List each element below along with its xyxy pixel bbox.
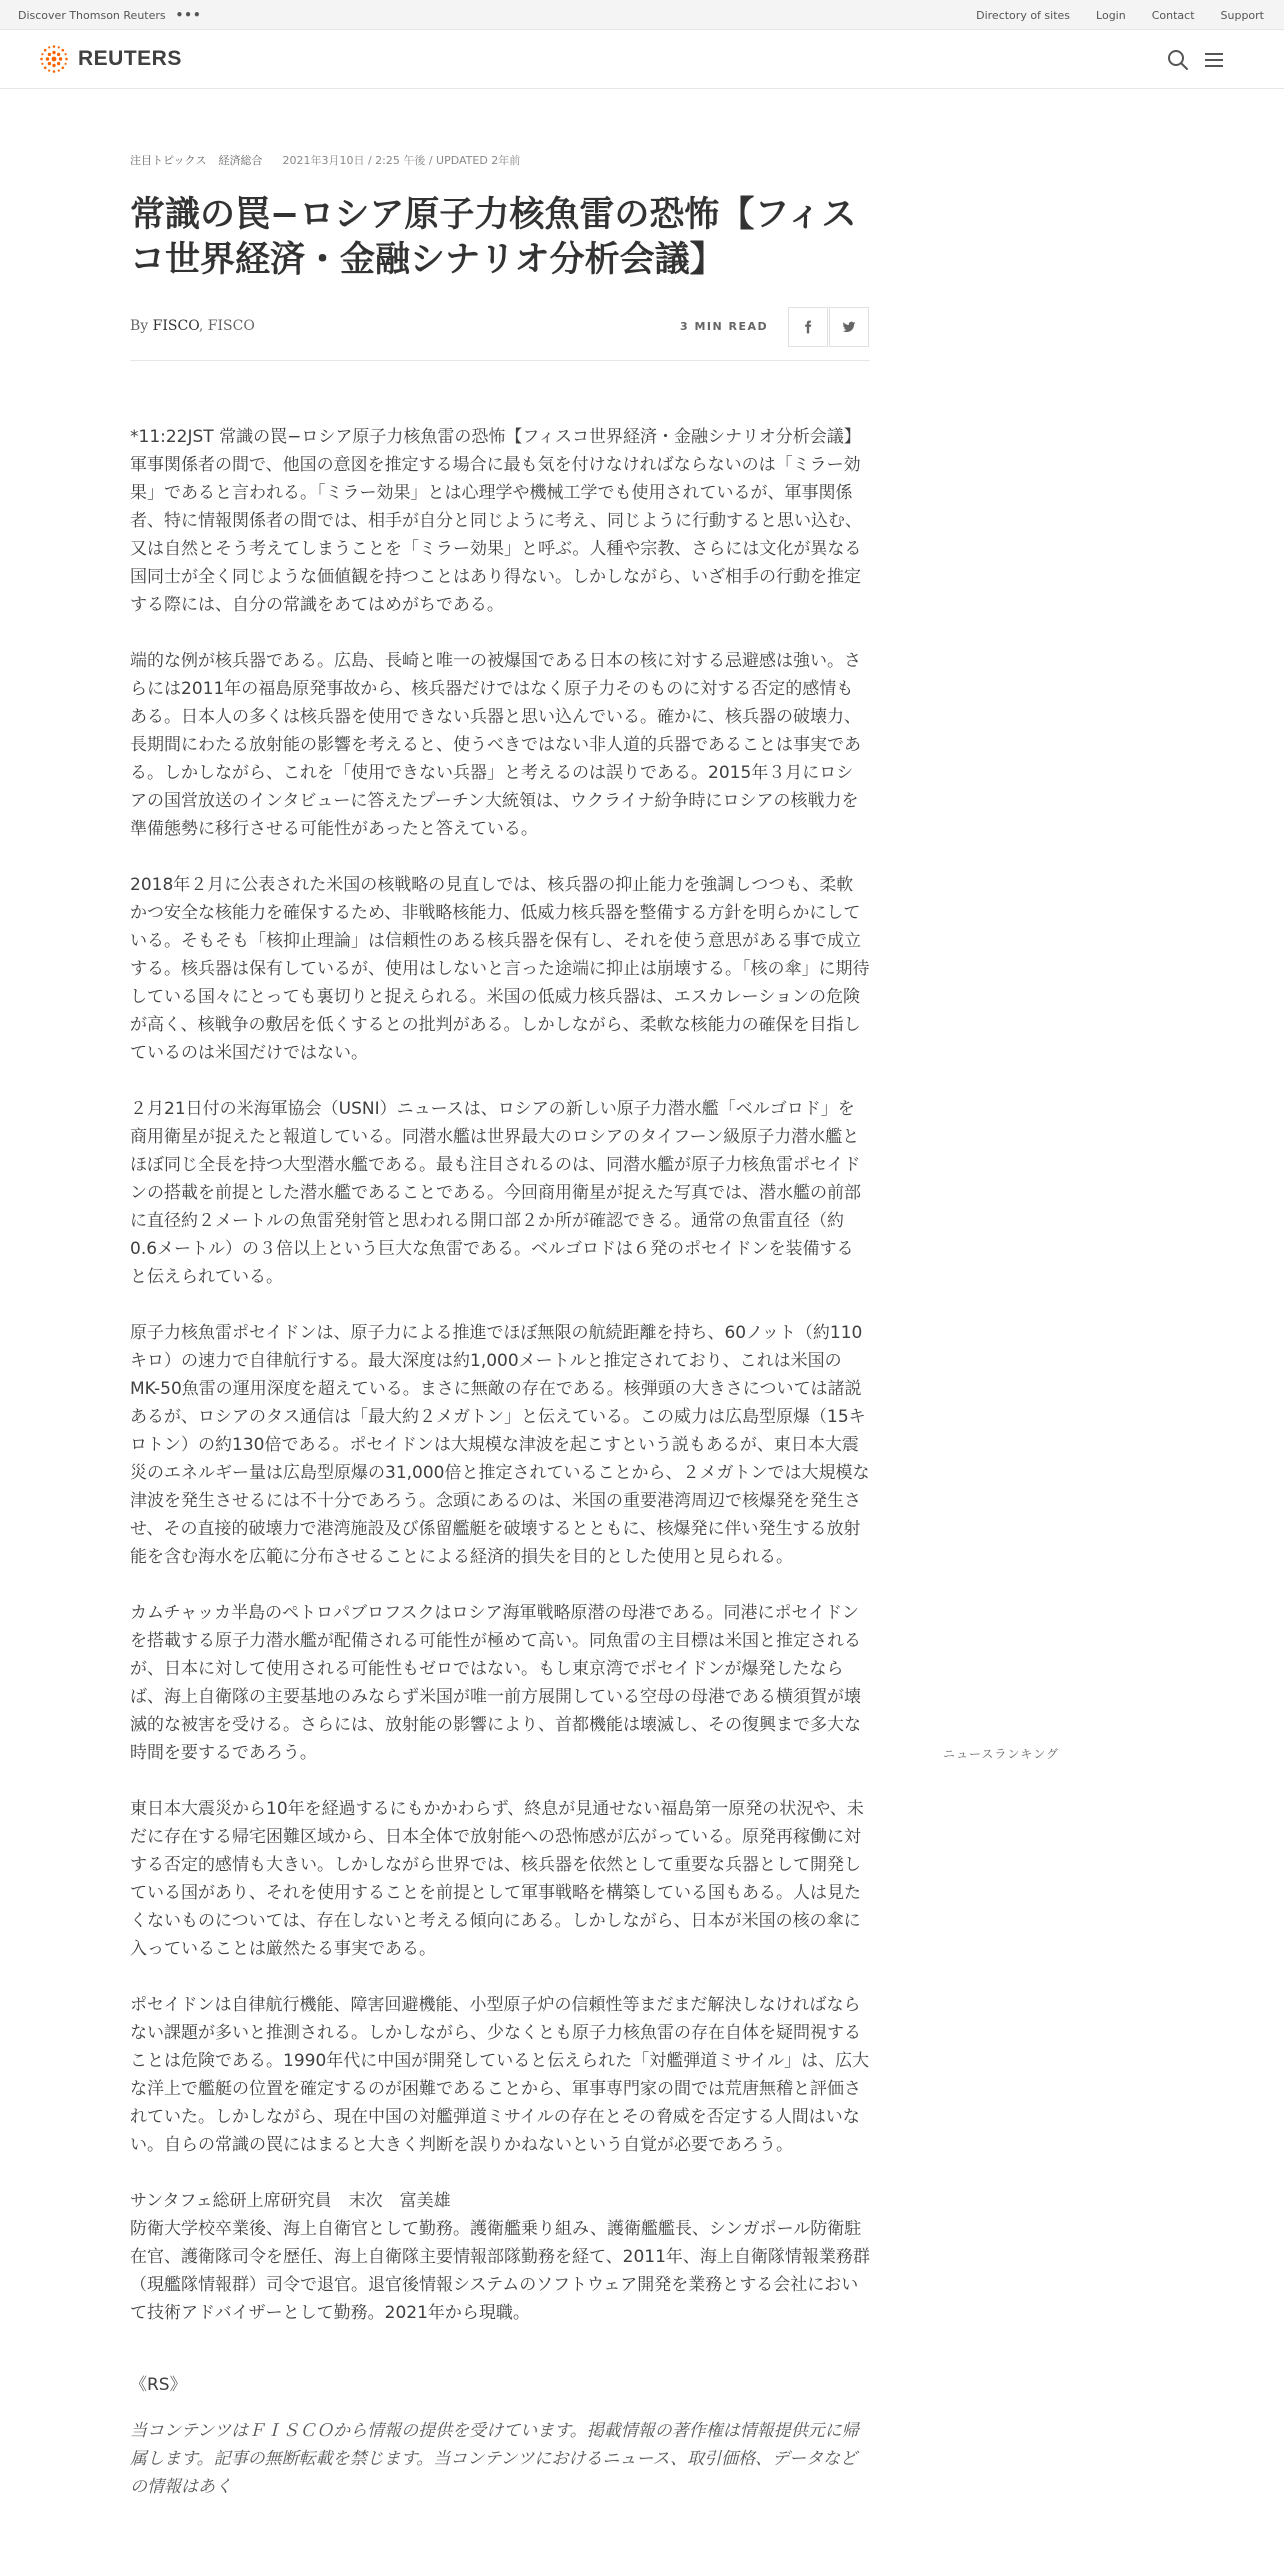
article-paragraph: ２月21日付の米海軍協会（USNI）ニュースは、ロシアの新しい原子力潜水艦「ベルゴロド」を商用衛星が捉えたと報道している。同潜水艦は世界最大のロシアのタイフーン級原子力潜水艦とほぼ同じ全長を持つ大型潜水艦である。最も注目されるのは、同潜水艦が原子力核魚雷ポセイドンの搭載を前提とした潜水艦であることである。今回商用衛星が捉えた写真では、潜水艦の前部に直径約２メートルの魚雷発射管と思われる開口部２か所が確認できる。通常の魚雷直径（約0.6メートル）の３倍以上という巨大な魚雷である。ベルゴロドは６発のポセイドンを装備すると伝えられている。 (130, 1099, 861, 1287)
author-link-secondary[interactable]: FISCO (207, 318, 255, 334)
twitter-icon (842, 320, 856, 334)
article-date: 2021年3月10日 / 2:25 午後 / UPDATED 2年前 (282, 154, 521, 167)
byline-divider (130, 360, 870, 361)
article-title: 常識の罠−ロシア原子力核魚雷の恐怖【フィスコ世界経済・金融シナリオ分析会議】 (130, 195, 857, 280)
twitter-share-button[interactable] (829, 307, 869, 347)
facebook-share-button[interactable] (788, 307, 828, 347)
utility-bar-left (18, 0, 202, 30)
reuters-logo[interactable] (38, 43, 182, 75)
byline: By FISCO, FISCO (130, 318, 255, 334)
article-paragraph: 2018年２月に公表された米国の核戦略の見直しでは、核兵器の抑止能力を強調しつつも、柔軟かつ安全な核能力を確保するため、非戦略核能力、低威力核兵器を整備する方針を明らかにしている。そもそも「核抑止理論」は信頼性のある核兵器を保有し、それを使う意思がある事で成立する。核兵器は保有しているが、使用はしないと言った途端に抑止は崩壊する。「核の傘」に期待している国々にとっても裏切りと捉えられる。米国の低威力核兵器は、エスカレーションの危険が高く、核戦争の敷居を低くするとの批判がある。しかしながら、柔軟な核能力の確保を目指しているのは米国だけではない。 (130, 875, 870, 1063)
read-time: 3 MIN READ (680, 320, 769, 333)
article-body (130, 423, 870, 2529)
byline-by: By (130, 318, 149, 334)
directory-of-sites-link[interactable]: Directory of sites (976, 8, 1071, 22)
article-paragraph: 原子力核魚雷ポセイドンは、原子力による推進でほぼ無限の航続距離を持ち、60ノット（約110キロ）の速力で自律航行する。最大深度は約1,000メートルと推定されており、これは米国のMK-50魚雷の運用深度を超えている。まさに無敵の存在である。核弾頭の大きさについては諸説あるが、ロシアのタス通信は「最大約２メガトン」と伝えている。この威力は広島型原爆（15キロトン）の約130倍である。ポセイドンは大規模な津波を起こすという説もあるが、東日本大震災のエネルギー量は広島型原爆の31,000倍と推定されていることから、２メガトンでは大規模な津波を発生させるには不十分であろう。念頭にあるのは、米国の重要港湾周辺で核爆発を発生させ、その直接的破壊力で港湾施設及び係留艦艇を破壊するとともに、核爆発に伴い発生する放射能を含む海水を広範に分布させることによる経済的損失を目的とした使用と見られる。 (130, 1323, 870, 1567)
news-ranking-heading: ニュースランキング (943, 1747, 1060, 1761)
menu-icon[interactable] (1202, 48, 1226, 72)
article-paragraph: ポセイドンは自律航行機能、障害回避機能、小型原子炉の信頼性等まだまだ解決しなければならない課題が多いと推測される。しかしながら、少なくとも原子力核魚雷の存在自体を疑問視することは危険である。1990年代に中国が開発していると伝えられた「対艦弾道ミサイル」は、広大な洋上で艦艇の位置を確定するのが困難であることから、軍事専門家の間では荒唐無稽と評価されていた。しかしながら、現在中国の対艦弾道ミサイルの存在とその脅威を否定する人間はいない。自らの常識の罠にはまると大きく判断を誤りかねないという自覚が必要であろう。 (130, 1995, 870, 2155)
article-meta (130, 152, 520, 168)
article-sign: 《RS》 (130, 2375, 187, 2395)
login-link[interactable]: Login (1096, 8, 1126, 22)
topic-link-economy[interactable]: 経済総合 (218, 154, 263, 167)
utility-bar (0, 0, 1284, 30)
reuters-logo-icon (38, 43, 70, 75)
article-paragraph: *11:22JST 常識の罠−ロシア原子力核魚雷の恐怖【フィスコ世界経済・金融シナリオ分析会議】 軍事関係者の間で、他国の意図を推定する場合に最も気を付けなければならないのは「ミラー効果」であると言われる。「ミラー効果」とは心理学や機械工学でも使用されているが、軍事関係者、特に情報関係者の間では、相手が自分と同じように考え、同じように行動すると思い込む、又は自然とそう考えてしまうことを「ミラー効果」と呼ぶ。人種や宗教、さらには文化が異なる国同士が全く同じような価値観を持つことはあり得ない。しかしながら、いざ相手の行動を推定する際には、自分の常識をあてはめがちである。 (130, 427, 863, 615)
facebook-icon (801, 320, 815, 334)
discover-link[interactable]: Discover Thomson Reuters (18, 8, 166, 22)
site-header (0, 30, 1284, 89)
support-link[interactable]: Support (1220, 8, 1264, 22)
author-link[interactable]: FISCO (152, 318, 199, 334)
topic-link-featured[interactable]: 注目トピックス (130, 154, 207, 167)
logo-wordmark: REUTERS (78, 47, 182, 70)
more-options-icon[interactable]: ••• (175, 8, 202, 22)
utility-links (950, 0, 1264, 30)
content-disclaimer: 当コンテンツはＦＩＳＣＯから情報の提供を受けています。掲載情報の著作権は情報提供元に帰属します。記事の無断転載を禁じます。当コンテンツにおけるニュース、取引価格、データなどの情報はあく (130, 2421, 859, 2497)
search-icon[interactable] (1166, 48, 1190, 72)
article-paragraph: 東日本大震災から10年を経過するにもかかわらず、終息が見通せない福島第一原発の状況や、未だに存在する帰宅困難区域から、日本全体で放射能への恐怖感が広がっている。原発再稼働に対する否定的感情も大きい。しかしながら世界では、核兵器を依然として重要な兵器として開発している国があり、それを使用することを前提として軍事戦略を構築している国もある。人は見たくないものについては、存在しないと考える傾向にある。しかしながら、日本が米国の核の傘に入っていることは厳然たる事実である。 (130, 1799, 864, 1959)
contact-link[interactable]: Contact (1151, 8, 1195, 22)
author-bio: サンタフェ総研上席研究員 末次 富美雄 防衛大学校卒業後、海上自衛官として勤務。護衛艦乗り組み、護衛艦艦長、シンガポール防衛駐在官、護衛隊司令を歴任、海上自衛隊主要情報部隊勤務を経て、2011年、海上自衛隊情報業務群（現艦隊情報群）司令で退官。退官後情報システムのソフトウェア開発を業務とする会社において技術アドバイザーとして勤務。2021年から現職。 (130, 2191, 870, 2323)
article-paragraph: 端的な例が核兵器である。広島、長崎と唯一の被爆国である日本の核に対する忌避感は強い。さらには2011年の福島原発事故から、核兵器だけではなく原子力そのものに対する否定的感情もある。日本人の多くは核兵器を使用できない兵器と思い込んでいる。確かに、核兵器の破壊力、長期間にわたる放射能の影響を考えると、使うべきではない非人道的兵器であることは事実である。しかしながら、これを「使用できない兵器」と考えるのは誤りである。2015年３月にロシアの国営放送のインタビューに答えたプーチン大統領は、ウクライナ紛争時にロシアの核戦力を準備態勢に移行させる可能性があったと答えている。 (130, 651, 861, 839)
article-paragraph: カムチャッカ半島のペトロパブロフスクはロシア海軍戦略原潜の母港である。同港にポセイドンを搭載する原子力潜水艦が配備される可能性が極めて高い。同魚雷の主目標は米国と推定されるが、日本に対して使用される可能性もゼロではない。もし東京湾でポセイドンが爆発したならば、海上自衛隊の主要基地のみならず米国が唯一前方展開している空母の母港である横須賀が壊滅的な被害を受ける。さらには、放射能の影響により、首都機能は壊滅し、その復興まで多大な時間を要するであろう。 (130, 1603, 861, 1763)
